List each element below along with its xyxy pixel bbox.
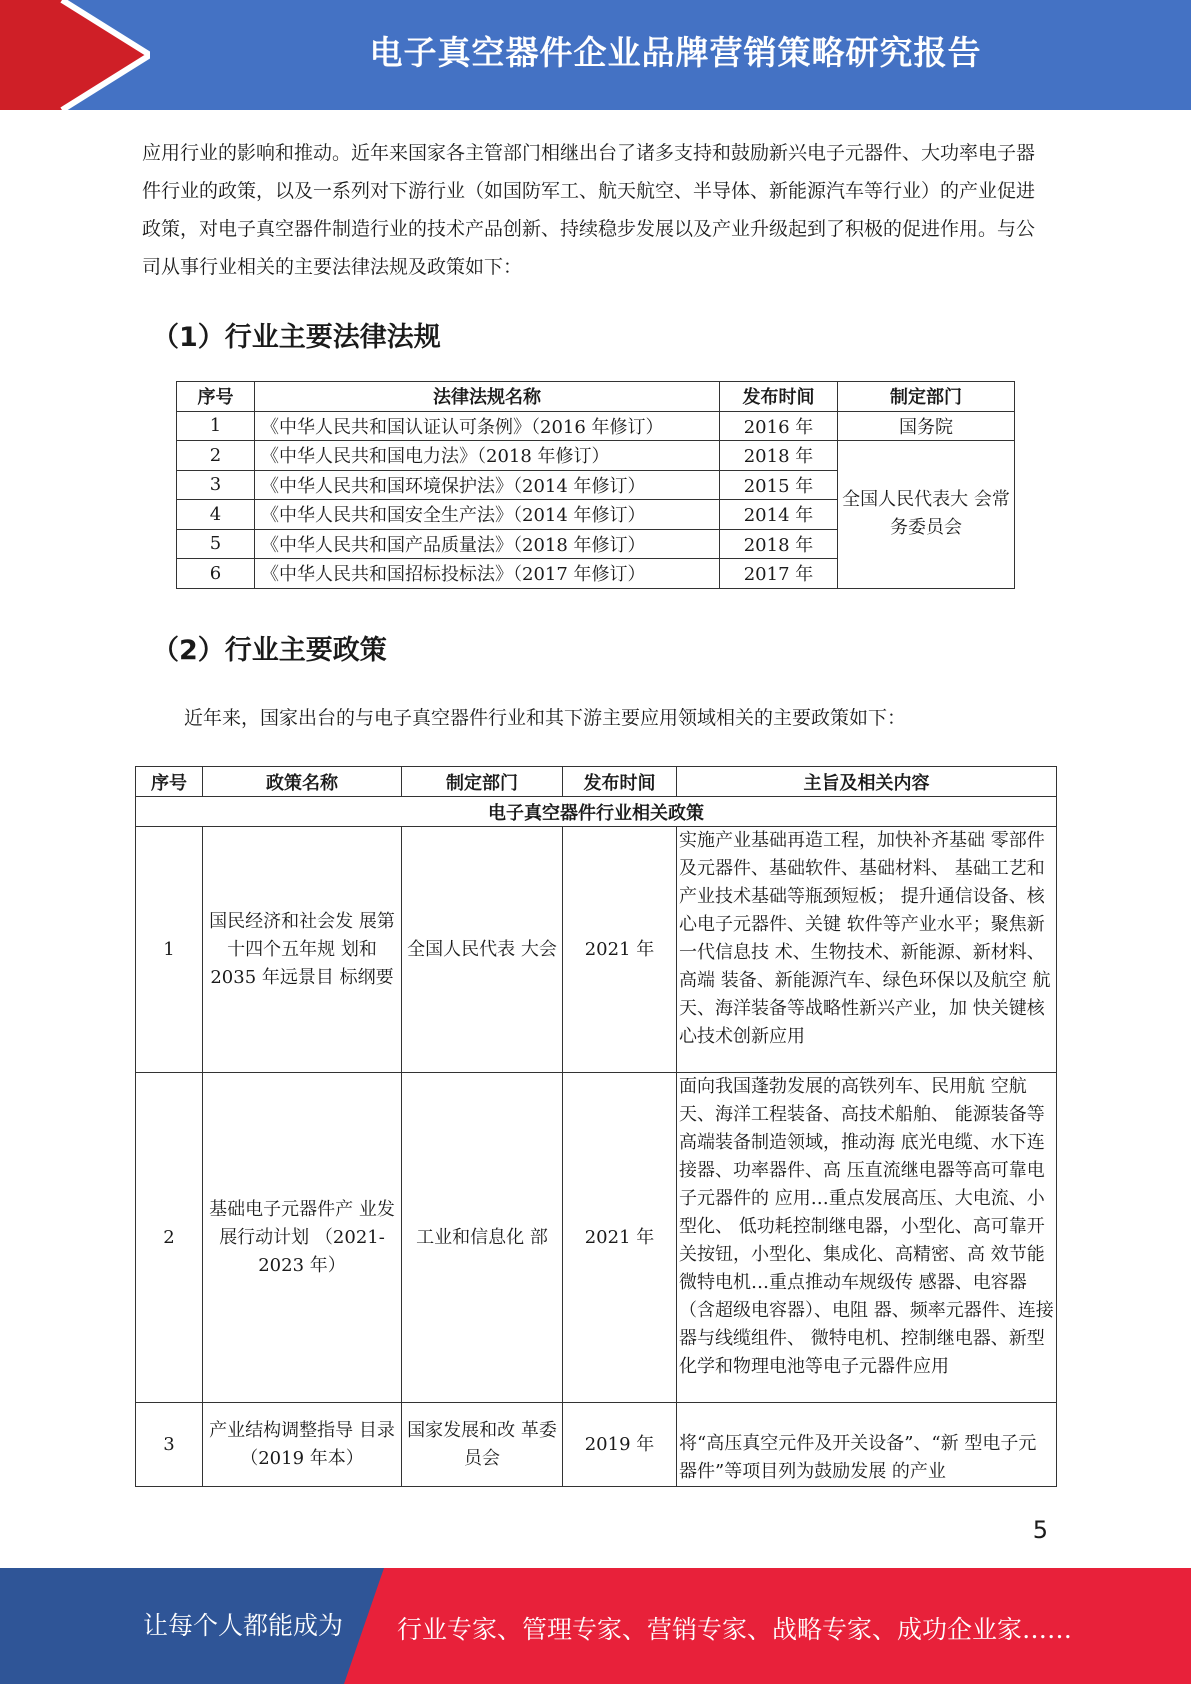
- footer-tagline-left: 让每个人都能成为: [143, 1611, 344, 1640]
- table-row: [136, 827, 1057, 1073]
- table-row: [136, 1403, 1057, 1487]
- publish-year: 2018 年: [720, 529, 838, 559]
- publish-year: 2018 年: [720, 441, 838, 471]
- row-number: 3: [177, 470, 255, 500]
- column-header: 政策名称: [203, 767, 402, 797]
- row-number: 2: [177, 441, 255, 471]
- law-name: 《中华人民共和国环境保护法》（2014 年修订）: [255, 470, 720, 500]
- publish-year: 2014 年: [720, 500, 838, 530]
- header-title: 电子真空器件企业品牌营销策略研究报告: [369, 33, 982, 72]
- policy-content: 实施产业基础再造工程，加快补齐基础 零部件及元器件、基础软件、基础材料、 基础工艺和产业技术基础等瓶颈短板； 提升通信设备、核心电子元器件、关键 软件等产业水平；聚焦新一代信息技 术、生物技术、新能源、新材料、高端 装备、新能源汽车、绿色环保以及航空 航天、海洋装备等战略性新兴产业，加 快关键核心技术创新应用: [677, 827, 1057, 1073]
- column-header: 序号: [136, 767, 203, 797]
- department: 全国人民代表 大会: [402, 827, 563, 1073]
- intro-paragraph: 应用行业的影响和推动。近年来国家各主管部门相继出台了诸多支持和鼓励新兴电子元器件、大功率电子器件行业的政策，以及一系列对下游行业（如国防军工、航天航空、半导体、新能源汽车等行业）的产业促进政策，对电子真空器件制造行业的技术产品创新、持续稳步发展以及产业升级起到了积极的促进作用。与公司从事行业相关的主要法律法规及政策如下：: [142, 142, 1036, 278]
- law-name: 《中华人民共和国招标投标法》（2017 年修订）: [255, 559, 720, 589]
- column-header: 制定部门: [838, 382, 1015, 412]
- policy-lead-paragraph: 近年来，国家出台的与电子真空器件行业和其下游主要应用领域相关的主要政策如下：: [184, 707, 907, 729]
- policy-content: 面向我国蓬勃发展的高铁列车、民用航 空航天、海洋工程装备、高技术船舶、 能源装备等高端装备制造领域，推动海 底光电缆、水下连接器、功率器件、高 压直流继电器等高可靠电子元器件的 应用…重点发展高压、大电流、小型化、 低功耗控制继电器，小型化、高可靠开 关按钮，小型化、集成化、高精密、高 效节能微特电机…重点推动车规级传 感器、电容器（含超级电容器）、电阻 器、频率元器件、连接器与线缆组件、 微特电机、控制继电器、新型化学和物理电池等电子元器件应用: [677, 1073, 1057, 1403]
- category-row: [136, 797, 1057, 827]
- publish-year: 2021 年: [563, 827, 677, 1073]
- category-label: 电子真空器件行业相关政策: [136, 797, 1057, 827]
- department: 国家发展和改 革委员会: [402, 1403, 563, 1487]
- department: 全国人民代表大 会常务委员会: [838, 441, 1015, 589]
- publish-year: 2019 年: [563, 1403, 677, 1487]
- policy-table: [135, 766, 1057, 1487]
- policy-name: 基础电子元器件产 业发展行动计划 （2021-2023 年）: [203, 1073, 402, 1403]
- policy-content: 将“高压真空元件及开关设备”、“新 型电子元器件”等项目列为鼓励发展 的产业: [677, 1403, 1057, 1487]
- row-number: 4: [177, 500, 255, 530]
- page-footer: [0, 1568, 1191, 1684]
- policy-name: 国民经济和社会发 展第十四个五年规 划和 2035 年远景目 标纲要: [203, 827, 402, 1073]
- row-number: 5: [177, 529, 255, 559]
- table-row: [136, 1073, 1057, 1403]
- column-header: 制定部门: [402, 767, 563, 797]
- table-header-row: [177, 382, 1015, 412]
- column-header: 主旨及相关内容: [677, 767, 1057, 797]
- page-header: [0, 0, 1191, 110]
- section-heading-laws: （1）行业主要法律法规: [152, 322, 441, 353]
- table-row: [177, 441, 1015, 471]
- publish-year: 2015 年: [720, 470, 838, 500]
- row-number: 1: [136, 827, 203, 1073]
- column-header: 发布时间: [563, 767, 677, 797]
- row-number: 1: [177, 411, 255, 441]
- row-number: 3: [136, 1403, 203, 1487]
- publish-year: 2017 年: [720, 559, 838, 589]
- table-header-row: [136, 767, 1057, 797]
- section-heading-policies: （2）行业主要政策: [152, 635, 387, 666]
- publish-year: 2021 年: [563, 1073, 677, 1403]
- row-number: 2: [136, 1073, 203, 1403]
- column-header: 法律法规名称: [255, 382, 720, 412]
- department: 国务院: [838, 411, 1015, 441]
- law-name: 《中华人民共和国产品质量法》（2018 年修订）: [255, 529, 720, 559]
- column-header: 序号: [177, 382, 255, 412]
- law-name: 《中华人民共和国电力法》（2018 年修订）: [255, 441, 720, 471]
- row-number: 6: [177, 559, 255, 589]
- law-name: 《中华人民共和国安全生产法》（2014 年修订）: [255, 500, 720, 530]
- law-table: [176, 381, 1015, 589]
- page-number: 5: [1032, 1516, 1048, 1544]
- policy-name: 产业结构调整指导 目录 （2019 年本）: [203, 1403, 402, 1487]
- department: 工业和信息化 部: [402, 1073, 563, 1403]
- table-row: [177, 411, 1015, 441]
- publish-year: 2016 年: [720, 411, 838, 441]
- footer-tagline-right: 行业专家、管理专家、营销专家、战略专家、成功企业家……: [397, 1615, 1073, 1644]
- law-name: 《中华人民共和国认证认可条例》（2016 年修订）: [255, 411, 720, 441]
- column-header: 发布时间: [720, 382, 838, 412]
- header-arrow-graphic: [0, 0, 150, 110]
